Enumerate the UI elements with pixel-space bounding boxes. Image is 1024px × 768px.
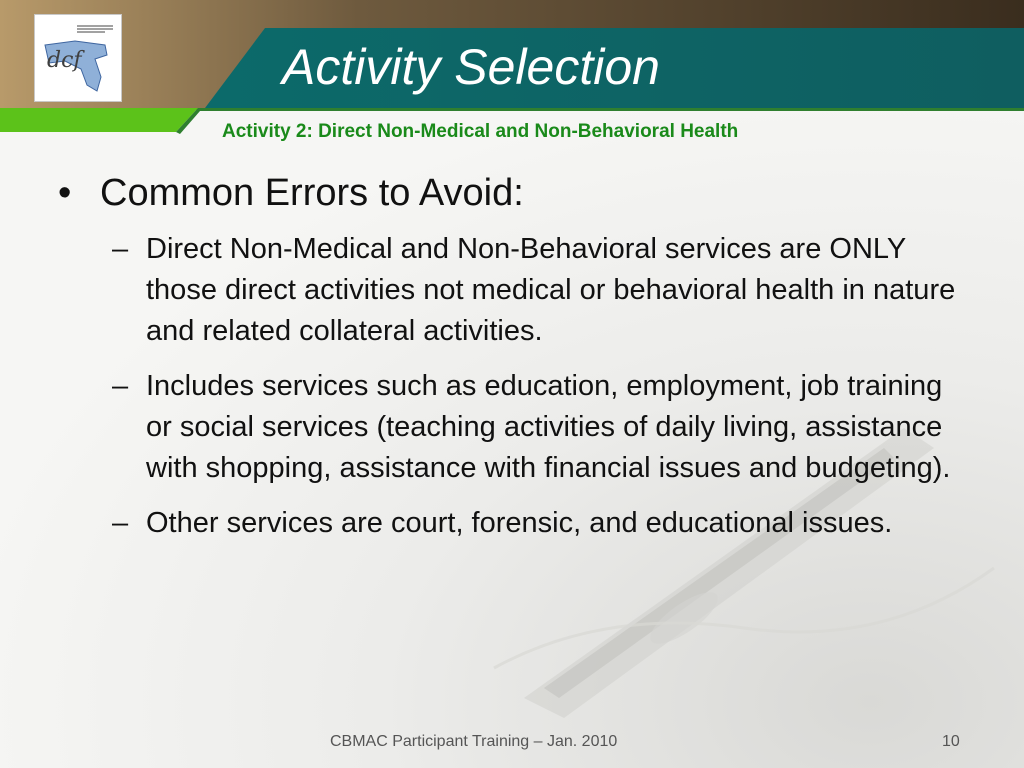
footer-text: CBMAC Participant Training – Jan. 2010 — [330, 733, 618, 750]
sub-bullet-text: Includes services such as education, employment, job training or social services (teaching activities of daily living, assistance with shopping, assistance with financial issues and budgeting). — [146, 370, 951, 484]
sub-bullet — [112, 503, 976, 544]
svg-text:dcf: dcf — [47, 48, 82, 73]
sub-bullet-text: Other services are court, forensic, and educational issues. — [146, 507, 893, 539]
dash-icon: – — [112, 233, 129, 265]
main-bullet — [58, 172, 988, 215]
slide-subtitle: Activity 2: Direct Non-Medical and Non-Behavioral Health — [222, 121, 739, 142]
main-bullet-text: Common Errors to Avoid: — [100, 172, 524, 214]
sub-bullet — [112, 366, 976, 489]
florida-logo-icon — [35, 15, 121, 101]
dcf-logo — [34, 14, 122, 102]
dash-icon: – — [112, 507, 129, 539]
slide-title: Activity Selection — [282, 39, 660, 95]
slide-content — [58, 172, 988, 544]
bullet-dot-icon: • — [58, 172, 72, 214]
sub-bullet-text: Direct Non-Medical and Non-Behavioral services are ONLY those direct activities not medical or behavioral health in nature and related collateral activities. — [146, 233, 956, 347]
dash-icon: – — [112, 370, 129, 402]
sub-bullet — [112, 229, 976, 352]
page-number: 10 — [942, 733, 960, 750]
